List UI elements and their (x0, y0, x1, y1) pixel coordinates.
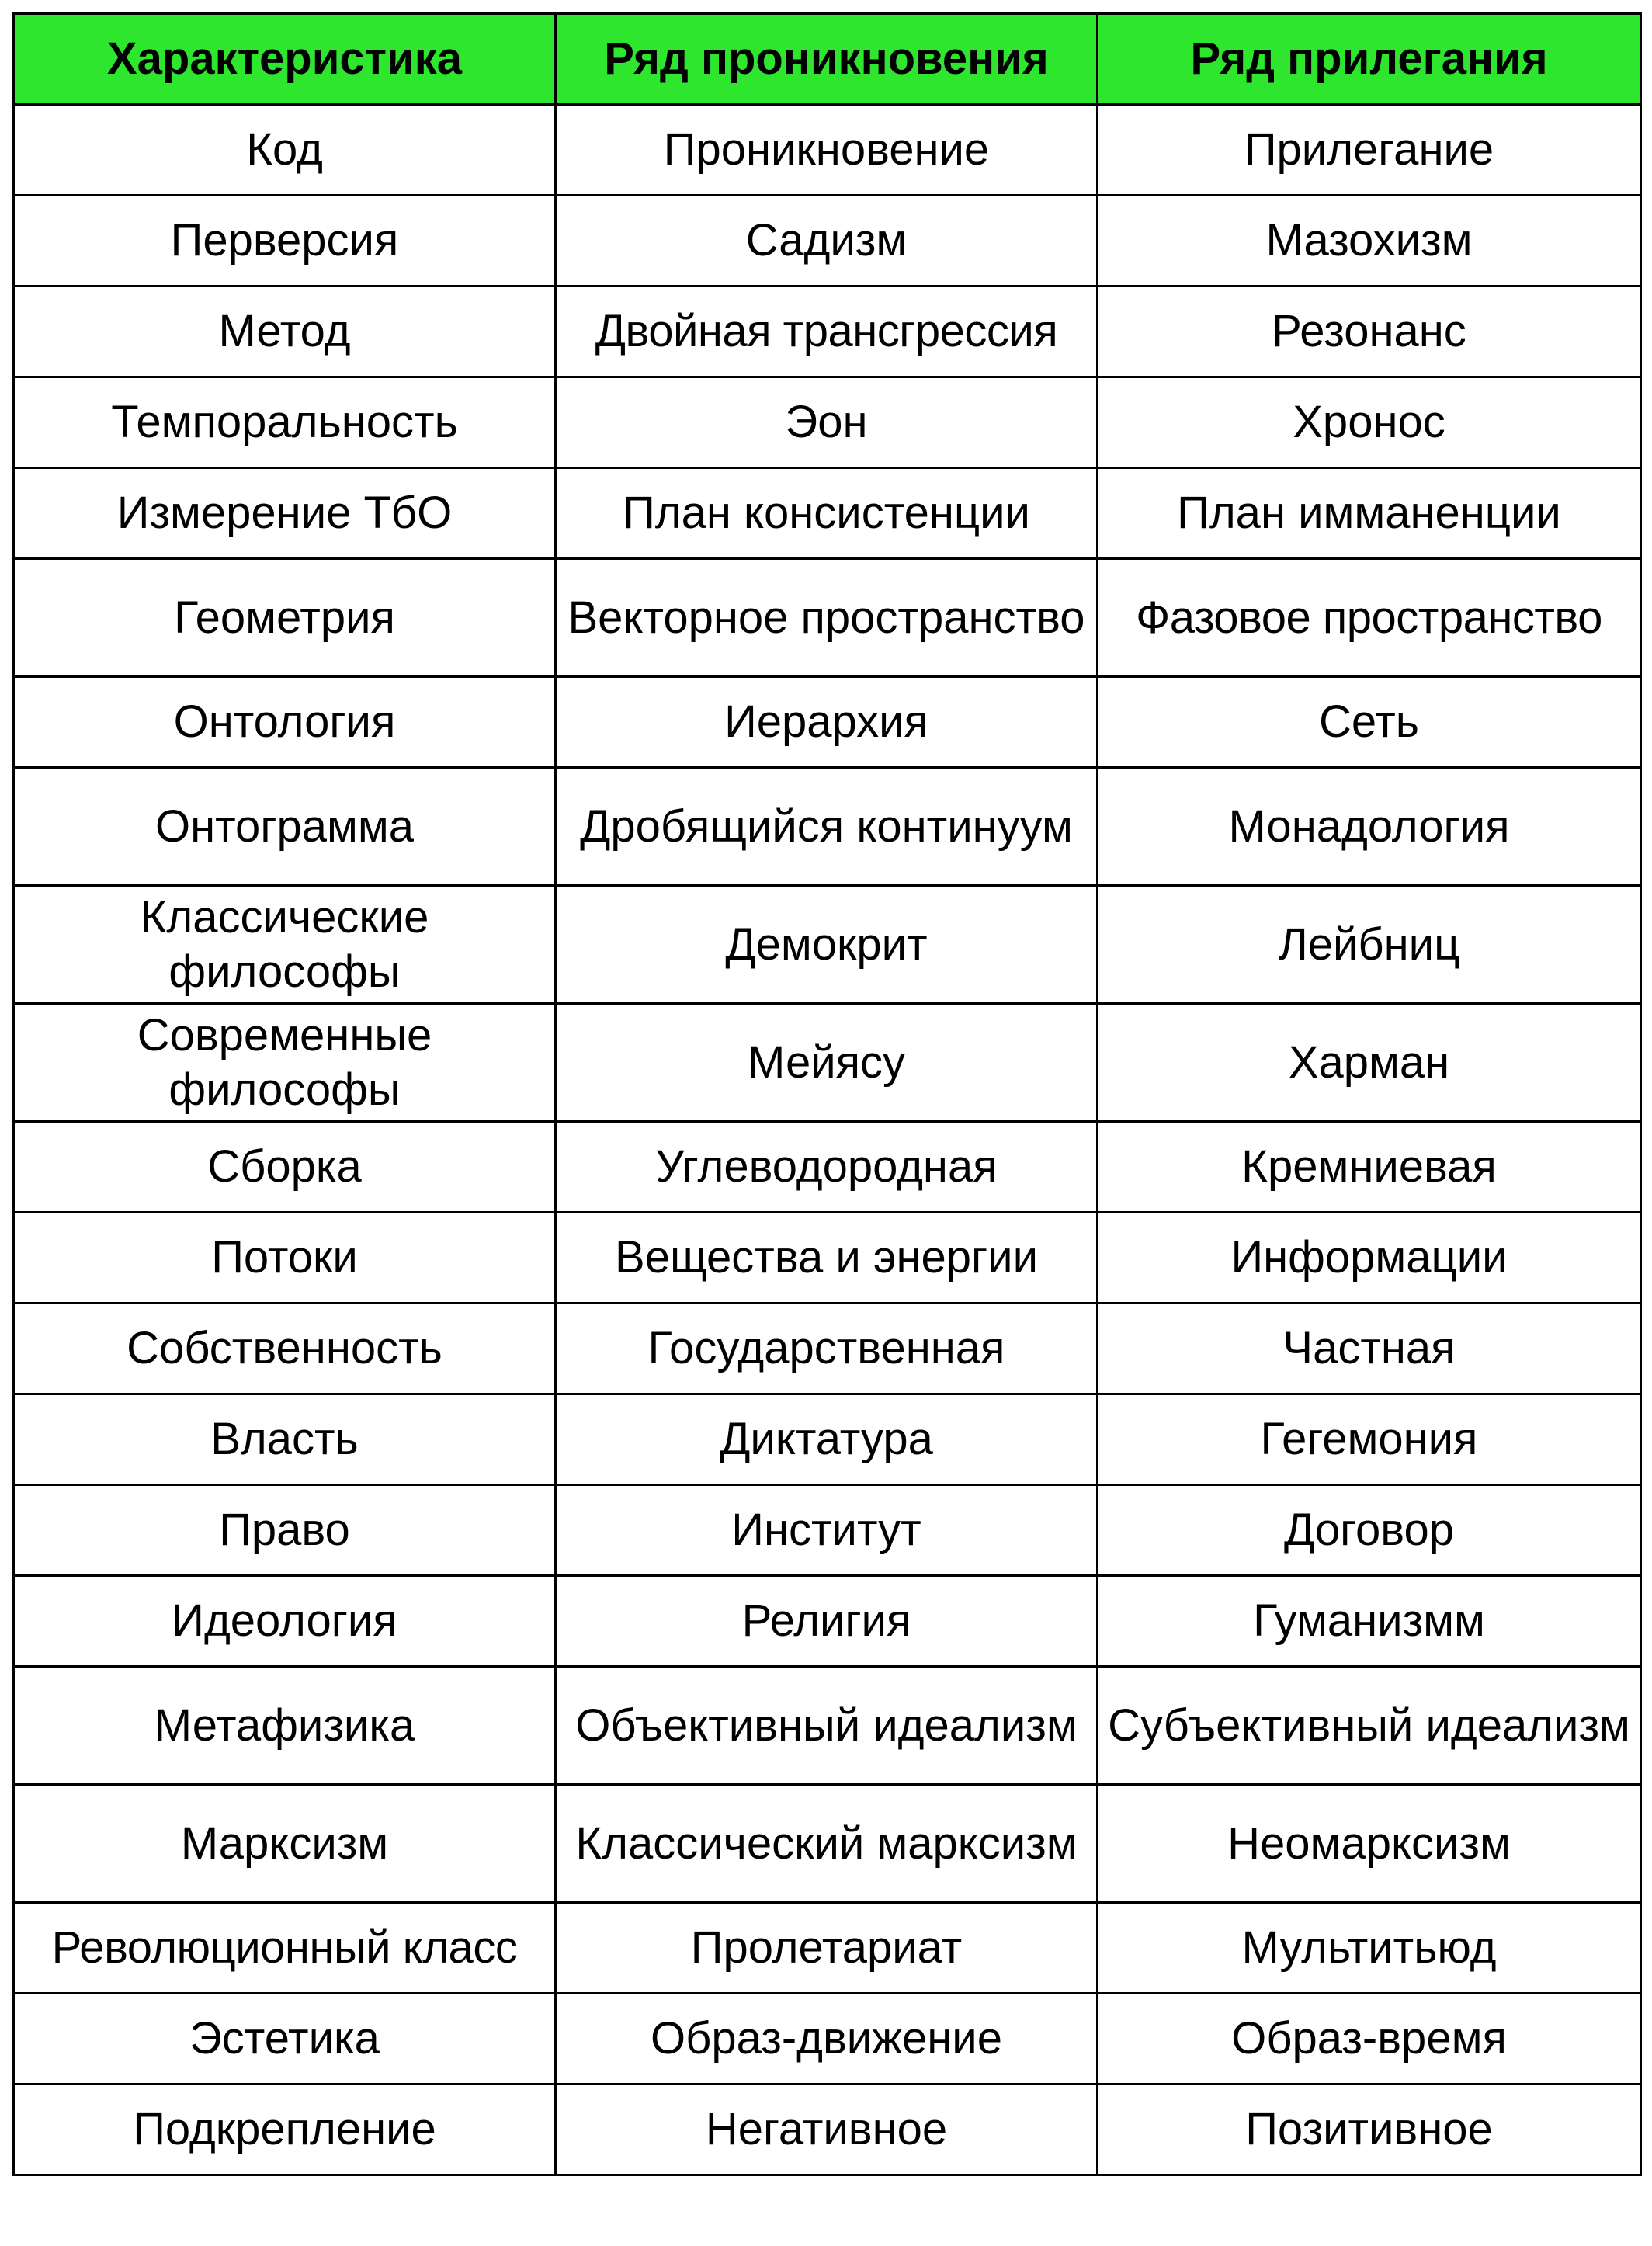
cell-penetration: Религия (556, 1576, 1098, 1667)
cell-penetration: Демокрит (556, 886, 1098, 1004)
cell-penetration: Образ-движение (556, 1994, 1098, 2085)
cell-characteristic: Сборка (14, 1122, 556, 1213)
cell-penetration: Институт (556, 1485, 1098, 1576)
cell-adjacency: План имманенции (1098, 468, 1641, 559)
cell-characteristic: Собственность (14, 1304, 556, 1394)
cell-penetration: Негативное (556, 2085, 1098, 2175)
cell-penetration: Мейясу (556, 1004, 1098, 1122)
cell-characteristic: Подкрепление (14, 2085, 556, 2175)
table-row (14, 768, 1641, 886)
header-penetration-series: Ряд проникновения (556, 14, 1098, 105)
cell-characteristic: Темпоральность (14, 377, 556, 468)
cell-adjacency: Харман (1098, 1004, 1641, 1122)
cell-adjacency: Лейбниц (1098, 886, 1641, 1004)
table-row (14, 1994, 1641, 2085)
cell-adjacency: Мультитьюд (1098, 1903, 1641, 1994)
comparison-table-container (12, 12, 1640, 2176)
cell-penetration: Садизм (556, 196, 1098, 286)
cell-characteristic: Право (14, 1485, 556, 1576)
cell-penetration: Иерархия (556, 677, 1098, 768)
cell-adjacency: Позитивное (1098, 2085, 1641, 2175)
cell-adjacency: Резонанс (1098, 286, 1641, 377)
cell-characteristic: Революционный класс (14, 1903, 556, 1994)
cell-penetration: Пролетариат (556, 1903, 1098, 1994)
cell-adjacency: Неомарксизм (1098, 1785, 1641, 1903)
table-row (14, 1485, 1641, 1576)
cell-adjacency: Хронос (1098, 377, 1641, 468)
cell-characteristic: Марксизм (14, 1785, 556, 1903)
table-row (14, 468, 1641, 559)
table-row (14, 1785, 1641, 1903)
cell-adjacency: Гуманизмм (1098, 1576, 1641, 1667)
cell-penetration: Векторное пространство (556, 559, 1098, 677)
cell-penetration: Двойная трансгрессия (556, 286, 1098, 377)
table-row (14, 377, 1641, 468)
cell-characteristic: Метафизика (14, 1667, 556, 1785)
cell-adjacency: Сеть (1098, 677, 1641, 768)
table-row (14, 1213, 1641, 1304)
table-row (14, 196, 1641, 286)
table-row (14, 1394, 1641, 1485)
cell-characteristic: Идеология (14, 1576, 556, 1667)
table-row (14, 886, 1641, 1004)
table-row (14, 1004, 1641, 1122)
table-row (14, 105, 1641, 196)
header-row (14, 14, 1641, 105)
cell-penetration: Объективный идеализм (556, 1667, 1098, 1785)
header-adjacency-series: Ряд прилегания (1098, 14, 1641, 105)
cell-penetration: Вещества и энергии (556, 1213, 1098, 1304)
cell-characteristic: Классические философы (14, 886, 556, 1004)
cell-characteristic: Потоки (14, 1213, 556, 1304)
cell-characteristic: Эстетика (14, 1994, 556, 2085)
cell-characteristic: Власть (14, 1394, 556, 1485)
table-row (14, 677, 1641, 768)
table-header (14, 14, 1641, 105)
cell-characteristic: Код (14, 105, 556, 196)
cell-penetration: Эон (556, 377, 1098, 468)
cell-adjacency: Мазохизм (1098, 196, 1641, 286)
cell-adjacency: Прилегание (1098, 105, 1641, 196)
table-row (14, 1903, 1641, 1994)
cell-penetration: Государственная (556, 1304, 1098, 1394)
table-row (14, 559, 1641, 677)
header-characteristic: Характеристика (14, 14, 556, 105)
cell-adjacency: Субъективный идеализм (1098, 1667, 1641, 1785)
cell-adjacency: Информации (1098, 1213, 1641, 1304)
cell-characteristic: Метод (14, 286, 556, 377)
table-row (14, 1576, 1641, 1667)
cell-adjacency: Кремниевая (1098, 1122, 1641, 1213)
cell-characteristic: Современные философы (14, 1004, 556, 1122)
cell-adjacency: Фазовое пространство (1098, 559, 1641, 677)
cell-characteristic: Онтология (14, 677, 556, 768)
table-body (14, 105, 1641, 2175)
table-row (14, 1304, 1641, 1394)
table-row (14, 286, 1641, 377)
cell-adjacency: Гегемония (1098, 1394, 1641, 1485)
cell-adjacency: Договор (1098, 1485, 1641, 1576)
cell-characteristic: Геометрия (14, 559, 556, 677)
cell-adjacency: Монадология (1098, 768, 1641, 886)
cell-penetration: План консистенции (556, 468, 1098, 559)
table-row (14, 2085, 1641, 2175)
cell-adjacency: Образ-время (1098, 1994, 1641, 2085)
table-row (14, 1122, 1641, 1213)
cell-characteristic: Измерение ТбО (14, 468, 556, 559)
cell-penetration: Классический марксизм (556, 1785, 1098, 1903)
cell-penetration: Диктатура (556, 1394, 1098, 1485)
cell-characteristic: Онтограмма (14, 768, 556, 886)
cell-penetration: Дробящийся континуум (556, 768, 1098, 886)
table-row (14, 1667, 1641, 1785)
cell-penetration: Проникновение (556, 105, 1098, 196)
comparison-table (12, 12, 1642, 2176)
cell-characteristic: Перверсия (14, 196, 556, 286)
cell-adjacency: Частная (1098, 1304, 1641, 1394)
cell-penetration: Углеводородная (556, 1122, 1098, 1213)
